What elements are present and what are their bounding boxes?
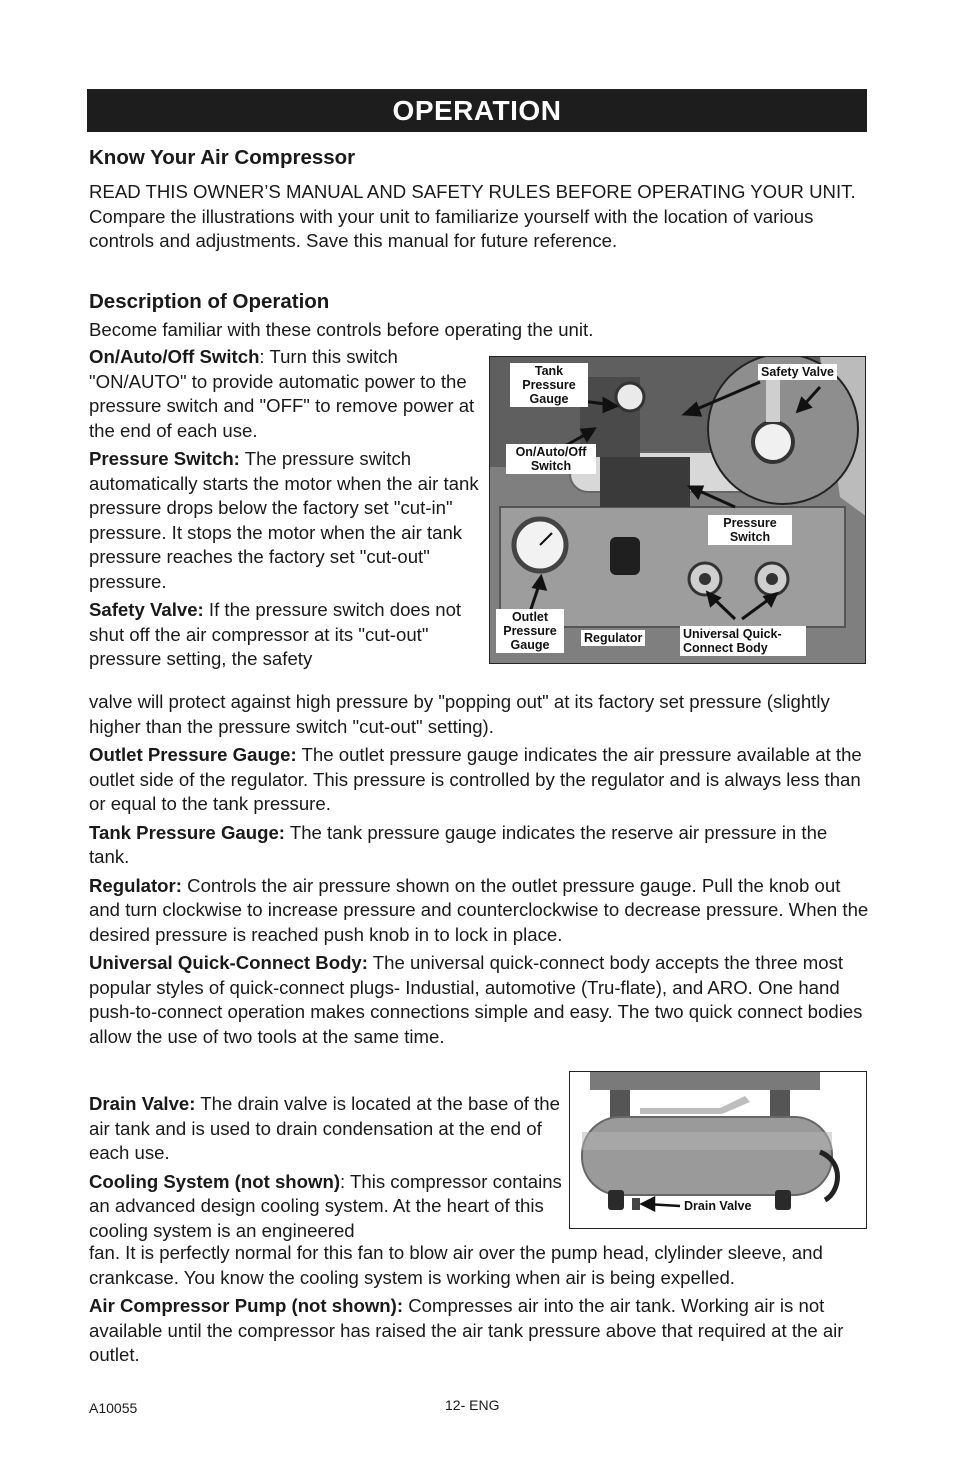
safety-paragraph-a <box>89 598 484 672</box>
cooling-paragraph-b: fan. It is perfectly normal for this fan to blow air over the pump head, clylinder sleeve, and crankcase. You know the cooling system is working when air is being expelled. <box>89 1242 823 1288</box>
drain-text: The drain valve is located at the base of the air tank and is used to drain condensation at the end of each use. <box>89 1093 560 1163</box>
know-body: READ THIS OWNER’S MANUAL AND SAFETY RULES BEFORE OPERATING YOUR UNIT. Compare the illustrations with your unit to familiarize yourself with the location of various controls and adjustments. Save this manual for future reference. <box>89 181 856 251</box>
cooling-term: Cooling System (not shown) <box>89 1170 341 1192</box>
regulator-text: Controls the air pressure shown on the outlet pressure gauge. Pull the knob out and turn clockwise to increase pressure and counterclockwise to decrease pressure. When the desired pressure is reached push knob in to lock in place. <box>89 874 869 945</box>
drain-term: Drain Valve: <box>89 1093 196 1114</box>
page-title: OPERATION <box>392 95 562 126</box>
onauto-paragraph: On/Auto/Off Switch: Turn this switch "ON/AUTO" to provide automatic power to the pressure switch and "OFF" to remove power at the end of each use. <box>89 346 475 441</box>
cooling-paragraph-a: Cooling System (not shown): This compressor contains an advanced design cooling system. At the heart of this cooling system is an engineered <box>89 1170 562 1241</box>
label-universal-quick-connect: Universal Quick-Connect Body <box>680 626 806 656</box>
pump-paragraph <box>89 1294 869 1368</box>
safety-paragraph-b: valve will protect against high pressure by "popping out" at its factory set pressure (slightly higher than the pressure switch "cut-out" setting). <box>89 691 830 737</box>
pswitch-paragraph <box>89 447 484 594</box>
regulator-paragraph <box>89 874 869 948</box>
page-number: 12- ENG <box>445 1397 500 1413</box>
bottom-block <box>89 1241 869 1368</box>
drain-paragraph <box>89 1092 565 1166</box>
safety-term: Safety Valve: <box>89 599 204 620</box>
onauto-term: On/Auto/Off Switch <box>89 346 260 367</box>
pump-text: Compresses air into the air tank. Working air is not available until the compressor has raised the air tank pressure above that required at the air outlet. <box>89 1295 844 1365</box>
pswitch-text: The pressure switch automatically starts the motor when the air tank pressure drops below the factory set "cut-in" pressure. It stops the motor when the air tank pressure reaches the factory set "cut-out" pressure. <box>89 448 479 592</box>
know-heading: Know Your Air Compressor <box>89 146 356 169</box>
tank-term: Tank Pressure Gauge: <box>89 821 285 843</box>
outlet-paragraph <box>89 743 869 817</box>
label-pressure-switch: Pressure Switch <box>708 515 792 545</box>
outlet-text: The outlet pressure gauge indicates the air pressure available at the outlet side of the regulator. This pressure is controlled by the regulator and is always less than or equal to the tank pressure. <box>89 744 862 814</box>
label-outlet-pressure-gauge: Outlet Pressure Gauge <box>496 609 564 653</box>
full-width-block <box>89 690 869 1049</box>
label-regulator: Regulator <box>581 630 645 646</box>
label-tank-pressure-gauge: Tank Pressure Gauge <box>510 363 588 407</box>
outlet-term: Outlet Pressure Gauge: <box>89 744 297 765</box>
left-column-bottom <box>89 1092 565 1243</box>
safety-text-a: If the pressure switch does not shut off the air compressor at its "cut-out" pressure setting, the safety <box>89 599 462 669</box>
onauto-text: Turn this switch "ON/AUTO" to provide automatic power to the pressure switch and "OFF" to remove power at the end of each use. <box>89 346 475 441</box>
label-on-auto-off-switch: On/Auto/Off Switch <box>506 444 596 474</box>
pump-term: Air Compressor Pump (not shown): <box>89 1295 404 1316</box>
tank-paragraph <box>89 821 869 870</box>
cooling-text-a: This compressor contains an advanced design cooling system. At the heart of this cooling system is an engineered <box>89 1170 562 1241</box>
drain-valve-figure <box>569 1071 867 1229</box>
tank-text: The tank pressure gauge indicates the reserve air pressure in the tank. <box>89 821 828 867</box>
quick-term: Universal Quick-Connect Body: <box>89 952 368 973</box>
section-banner <box>87 89 867 132</box>
label-drain-valve: Drain Valve <box>681 1198 754 1214</box>
description-heading: Description of Operation <box>89 290 330 313</box>
pswitch-term: Pressure Switch: <box>89 448 240 469</box>
quick-paragraph <box>89 951 869 1049</box>
control-panel-figure <box>489 356 866 664</box>
regulator-term: Regulator: <box>89 874 182 896</box>
label-safety-valve: Safety Valve <box>758 364 837 380</box>
description-intro: Become familiar with these controls before operating the unit. <box>89 319 594 340</box>
quick-text: The universal quick-connect body accepts the three most popular styles of quick-connect plugs- Industial, automotive (Tru-flate), and ARO. One hand push-to-connect operation makes connections simple and easy. The two quick connect bodies allow the use of two tools at the same time. <box>89 952 863 1047</box>
document-code: A10055 <box>89 1400 138 1416</box>
left-column-top <box>89 345 484 672</box>
